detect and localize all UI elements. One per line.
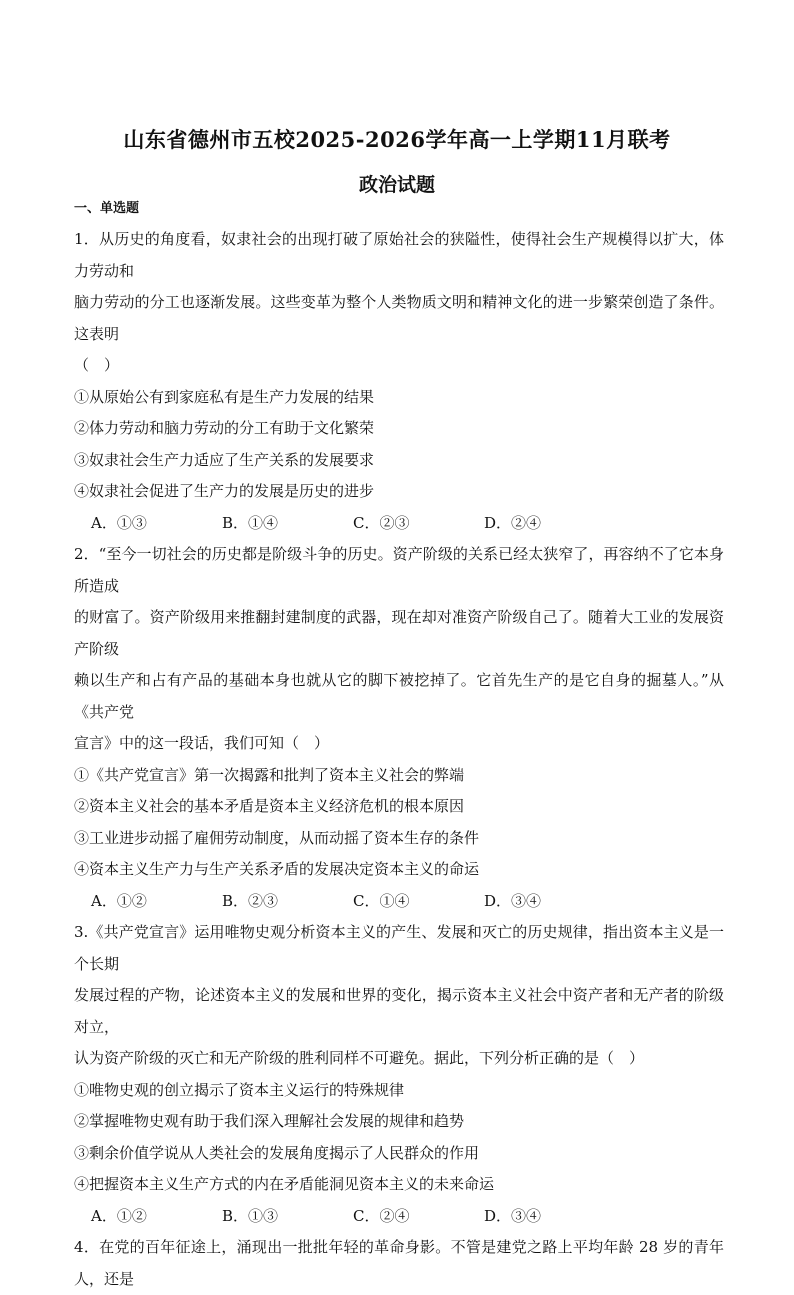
question-3-choice-b: B．①③ bbox=[222, 1206, 279, 1225]
exam-subject: 政治试题 bbox=[358, 174, 435, 196]
question-1-choice-d: D．②④ bbox=[484, 513, 542, 532]
question-3-line-1: 3.《共产党宣言》运用唯物史观分析资本主义的产生、发展和灭亡的历史规律，指出资本主义是一个长期 bbox=[74, 923, 724, 973]
question-3 bbox=[74, 917, 724, 1232]
question-3-choice-d: D．③④ bbox=[484, 1206, 542, 1225]
question-2-line-4: 宣言》中的这一段话，我们可知（ ） bbox=[74, 734, 330, 752]
question-1-option-3: ③奴隶社会生产力适应了生产关系的发展要求 bbox=[74, 450, 375, 469]
section-heading: 一、单选题 bbox=[74, 201, 140, 216]
question-1-line-2: 脑力劳动的分工也逐渐发展。这些变革为整个人类物质文明和精神文化的进一步繁荣创造了条件。这表明 bbox=[74, 293, 724, 343]
question-2-option-1: ①《共产党宣言》第一次揭露和批判了资本主义社会的弊端 bbox=[74, 765, 465, 784]
question-1-option-2: ②体力劳动和脑力劳动的分工有助于文化繁荣 bbox=[74, 419, 375, 437]
question-2-option-2: ②资本主义社会的基本矛盾是资本主义经济危机的根本原因 bbox=[74, 797, 465, 815]
question-2 bbox=[74, 539, 724, 917]
question-2-choice-a: A．①② bbox=[91, 891, 147, 910]
exam-content bbox=[74, 198, 724, 1295]
question-1-choices bbox=[74, 508, 724, 540]
question-1-line-1: 1．从历史的角度看，奴隶社会的出现打破了原始社会的狭隘性，使得社会生产规模得以扩大，体力劳动和 bbox=[74, 230, 724, 280]
question-3-line-3: 认为资产阶级的灭亡和无产阶级的胜利同样不可避免。据此，下列分析正确的是（ ） bbox=[74, 1049, 645, 1067]
question-2-option-3: ③工业进步动摇了雇佣劳动制度，从而动摇了资本生存的条件 bbox=[74, 828, 480, 847]
exam-title: 山东省德州市五校2025-2026学年高一上学期11月联考 bbox=[123, 127, 671, 152]
question-3-option-3: ③剩余价值学说从人类社会的发展角度揭示了人民群众的作用 bbox=[74, 1143, 480, 1162]
question-1-choice-b: B．①④ bbox=[222, 513, 279, 532]
question-2-line-1: 2．“至今一切社会的历史都是阶级斗争的历史。资产阶级的关系已经太狭窄了，再容纳不了它本身所造成 bbox=[74, 545, 724, 595]
question-4-line-1: 4．在党的百年征途上，涌现出一批批年轻的革命身影。不管是建党之路上平均年龄 28 岁的青年人，还是 bbox=[74, 1238, 724, 1288]
question-2-option-4: ④资本主义生产力与生产关系矛盾的发展决定资本主义的命运 bbox=[74, 860, 480, 878]
question-3-option-1: ①唯物史观的创立揭示了资本主义运行的特殊规律 bbox=[74, 1080, 405, 1099]
question-2-line-3: 赖以生产和占有产品的基础本身也就从它的脚下被挖掉了。它首先生产的是它自身的掘墓人。”从《共产党 bbox=[74, 671, 724, 721]
question-1-option-1: ①从原始公有到家庭私有是生产力发展的结果 bbox=[74, 387, 375, 406]
question-3-choice-c: C．②④ bbox=[353, 1206, 410, 1225]
question-3-option-2: ②掌握唯物史观有助于我们深入理解社会发展的规律和趋势 bbox=[74, 1112, 465, 1130]
question-2-line-2: 的财富了。资产阶级用来推翻封建制度的武器，现在却对准资产阶级自己了。随着大工业的发展资产阶级 bbox=[74, 608, 724, 658]
question-2-choice-d: D．③④ bbox=[484, 891, 542, 910]
question-2-choices bbox=[74, 886, 724, 918]
question-3-line-2: 发展过程的产物，论述资本主义的发展和世界的变化，揭示资本主义社会中资产者和无产者的阶级对立， bbox=[74, 986, 724, 1036]
question-3-option-4: ④把握资本主义生产方式的内在矛盾能洞见资本主义的未来命运 bbox=[74, 1175, 495, 1193]
question-4 bbox=[74, 1232, 724, 1295]
question-1-option-4: ④奴隶社会促进了生产力的发展是历史的进步 bbox=[74, 482, 375, 500]
question-1-line-3: （ ） bbox=[74, 356, 120, 374]
question-2-choice-c: C．①④ bbox=[353, 891, 410, 910]
question-1-choice-c: C．②③ bbox=[353, 513, 410, 532]
question-1 bbox=[74, 224, 724, 539]
question-1-choice-a: A．①③ bbox=[91, 513, 147, 532]
question-3-choices bbox=[74, 1201, 724, 1233]
question-3-choice-a: A．①② bbox=[91, 1206, 147, 1225]
question-2-choice-b: B．②③ bbox=[222, 891, 279, 910]
